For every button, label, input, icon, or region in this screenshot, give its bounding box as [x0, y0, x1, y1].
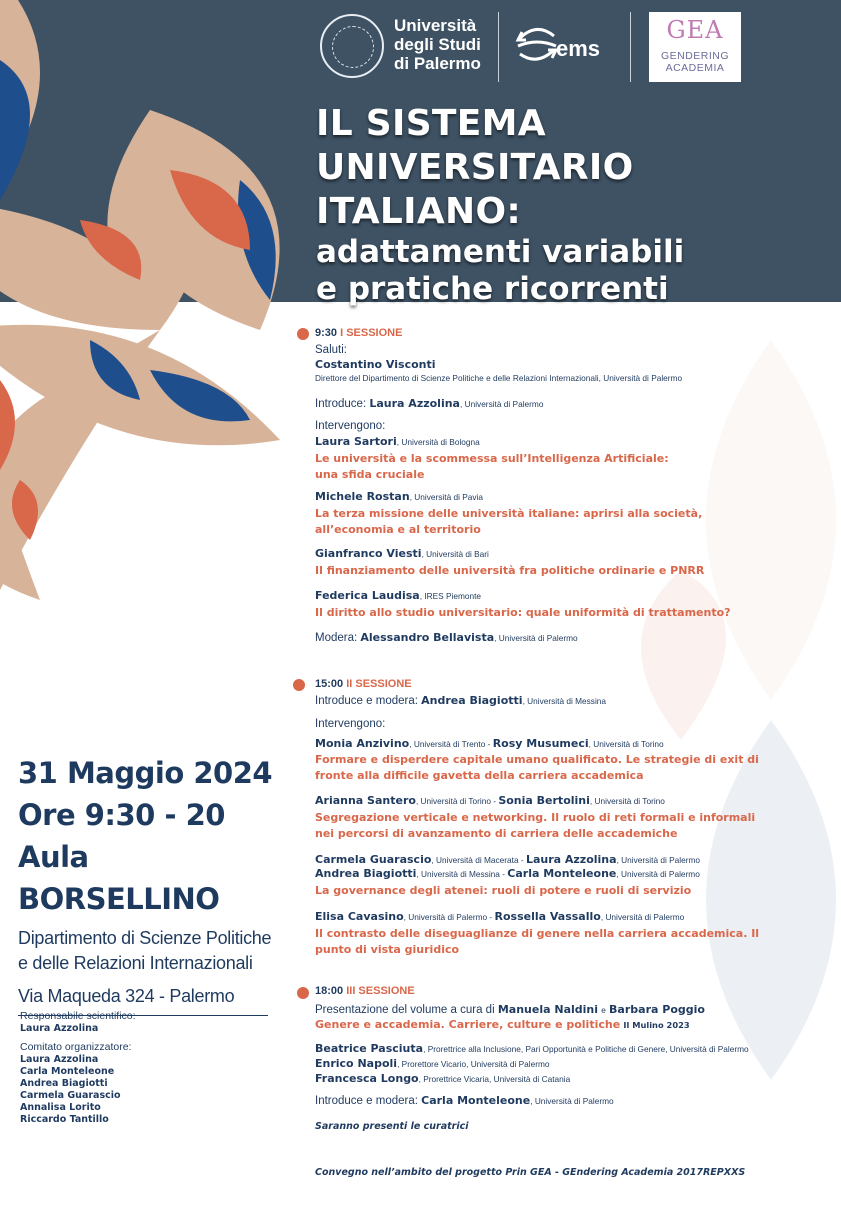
gea-logo — [649, 12, 741, 82]
event-address: Via Maqueda 324 - Palermo — [18, 986, 235, 1006]
university-seal-icon — [320, 14, 384, 78]
resp-name: Laura Azzolina — [20, 1023, 99, 1034]
unipa-logo-text: Università degli Studi di Palermo — [394, 16, 481, 73]
logos-row — [312, 8, 752, 88]
talk-title: Il contrasto delle diseguaglianze di genere nella carriera accademica. Il punto di vista giuridico — [315, 927, 760, 956]
logo-divider — [498, 12, 499, 82]
committee-member: Carla Monteleone — [20, 1066, 115, 1077]
curatrici-note: Saranno presenti le curatrici — [315, 1121, 469, 1132]
intervengono-label: Intervengono: — [315, 718, 386, 730]
talk-speaker: Gianfranco Viesti, Università di Bari — [315, 547, 489, 560]
book-title-line: Genere e accademia. Carriere, culture e politiche Il Mulino 2023 — [315, 1018, 690, 1031]
saluti-label: Saluti: — [315, 344, 347, 356]
committee-member: Carmela Guarascio — [20, 1090, 121, 1101]
resp-label: Responsabile scientifico: — [20, 1010, 136, 1022]
talk-title: Il diritto allo studio universitario: quale uniformità di trattamento? — [315, 606, 731, 619]
subtitle-line: e pratiche ricorrenti — [316, 271, 669, 307]
talk-title: Segregazione verticale e networking. Il ruolo di reti formali e informali nei percorsi di avanzamento di carriera delle accademiche — [315, 811, 756, 840]
page-title — [316, 102, 684, 308]
event-department: Dipartimento di Scienze Politiche e delle Relazioni Internazionali — [18, 928, 272, 973]
book-presentation-line: Presentazione del volume a cura di Manuela Naldini e Barbara Poggio — [315, 1003, 705, 1016]
committee-member: Annalisa Lorito — [20, 1102, 101, 1113]
logo-divider — [630, 12, 631, 82]
ems-arrows-icon — [512, 18, 562, 78]
decorative-petal-pattern — [0, 0, 300, 600]
discussant-line: Enrico Napoli, Prorettore Vicario, Università di Palermo — [315, 1057, 550, 1070]
committee — [20, 1010, 280, 1126]
ems-logo-text: ems — [556, 36, 601, 61]
talk-speaker: Federica Laudisa, IRES Piemonte — [315, 589, 482, 602]
session-bullet-icon — [297, 987, 309, 999]
org-label: Comitato organizzatore: — [20, 1041, 132, 1053]
talk-title: La terza missione delle università italiane: aprirsi alla società, all’economia e al territorio — [315, 507, 703, 536]
moderator-line: Modera: Alessandro Bellavista, Università di Palermo — [315, 631, 578, 644]
title-line: IL SISTEMA — [316, 103, 546, 144]
event-hours: Ore 9:30 - 20 — [18, 798, 225, 832]
speaker-role: Direttore del Dipartimento di Scienze Politiche e delle Relazioni Internazionali, Università di Palermo — [315, 373, 683, 383]
event-info — [18, 752, 288, 1016]
talk-speakers: Andrea Biagiotti, Università di Messina - Carla Monteleone, Università di Palermo — [315, 867, 700, 880]
title-line: UNIVERSITARIO — [316, 147, 634, 188]
event-room: Aula BORSELLINO — [18, 840, 220, 916]
introduce-line: Introduce e modera: Andrea Biagiotti, Università di Messina — [315, 694, 607, 707]
session-2-heading: 15:00 II SESSIONE — [315, 678, 412, 690]
talk-title: Le università e la scommessa sull’Intelligenza Artificiale: una sfida cruciale — [315, 452, 669, 481]
talk-speaker: Michele Rostan, Università di Pavia — [315, 490, 484, 503]
discussant-line: Francesca Longo, Prorettrice Vicaria, Università di Catania — [315, 1072, 571, 1085]
committee-member: Laura Azzolina — [20, 1054, 99, 1065]
subtitle-line: adattamenti variabili — [316, 234, 685, 270]
title-line: ITALIANO: — [316, 191, 522, 232]
ems-logo — [512, 18, 617, 78]
talk-speakers: Monia Anzivino, Università di Trento - Rosy Musumeci, Università di Torino — [315, 737, 664, 750]
talk-speakers: Arianna Santero, Università di Torino - Sonia Bertolini, Università di Torino — [315, 794, 665, 807]
talk-title: La governance degli atenei: ruoli di potere e ruoli di servizio — [315, 884, 692, 897]
session-3-heading: 18:00 III SESSIONE — [315, 985, 415, 997]
committee-member: Riccardo Tantillo — [20, 1114, 109, 1125]
talk-speakers: Carmela Guarascio, Università di Macerata - Laura Azzolina, Università di Palermo — [315, 853, 701, 866]
session-bullet-icon — [297, 328, 309, 340]
gea-logo-text: GENDERING ACADEMIA — [660, 50, 730, 74]
talk-speaker: Laura Sartori, Università di Bologna — [315, 435, 480, 448]
talk-speakers: Elisa Cavasino, Università di Palermo - Rossella Vassallo, Università di Palermo — [315, 910, 685, 923]
introduce-line: Introduce: Laura Azzolina, Università di Palermo — [315, 397, 544, 410]
talk-title: Il finanziamento delle università fra politiche ordinarie e PNRR — [315, 564, 705, 577]
discussant-line: Beatrice Pasciuta, Prorettrice alla Inclusione, Pari Opportunità e Politiche di Genere, Università di Palermo — [315, 1042, 749, 1055]
session-1-heading: 9:30 I SESSIONE — [315, 327, 403, 339]
introduce-line: Introduce e modera: Carla Monteleone, Università di Palermo — [315, 1094, 614, 1107]
speaker-name: Costantino Visconti — [315, 358, 436, 371]
talk-title: Formare e disperdere capitale umano qualificato. Le strategie di exit di fronte alla difficile gavetta della carriera accademica — [315, 753, 759, 782]
session-bullet-icon — [293, 679, 305, 691]
event-date: 31 Maggio 2024 — [18, 756, 273, 790]
intervengono-label: Intervengono: — [315, 420, 386, 432]
committee-member: Andrea Biagiotti — [20, 1078, 108, 1089]
gea-logo-mark: GEA — [666, 16, 724, 44]
footer-note: Convegno nell’ambito del progetto Prin GEA - GEndering Academia 2017REPXXS — [315, 1167, 746, 1178]
